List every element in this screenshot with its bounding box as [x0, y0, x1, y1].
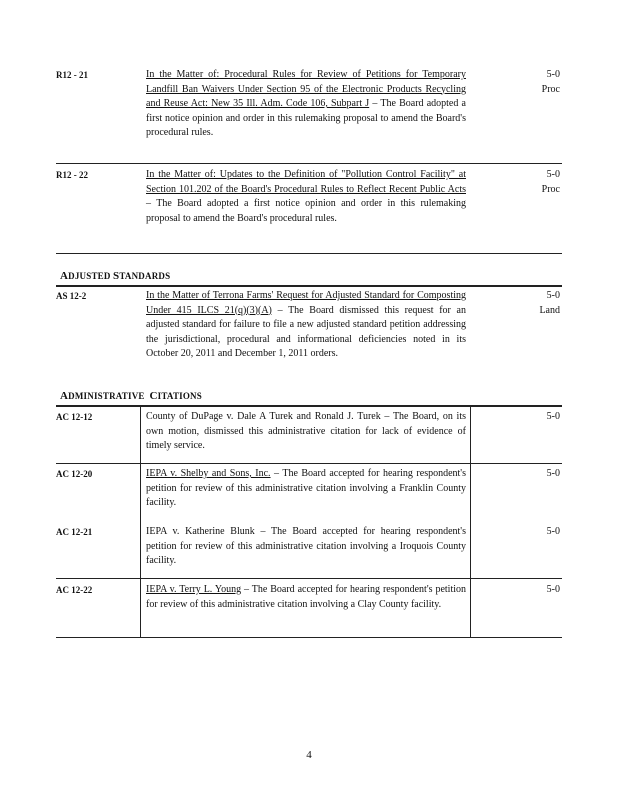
- vote-count: 5-0: [546, 411, 560, 422]
- docket-entry-ac-12-20: [56, 467, 560, 515]
- vote-cell: [512, 68, 560, 97]
- case-number: R12 - 22: [56, 170, 88, 180]
- section-divider: [56, 253, 562, 254]
- vote-cell: [512, 583, 560, 598]
- docket-entry-r12-21: [56, 68, 560, 156]
- case-title-link[interactable]: IEPA v. Terry L. Young: [146, 584, 242, 595]
- case-description: [146, 583, 466, 612]
- case-number: AS 12-2: [56, 291, 87, 301]
- case-description: [146, 525, 466, 569]
- case-summary: – The Board dismissed this request for an adjusted standard for failure to file a new adjusted standard petition addressing the jurisdictional, procedural and informational deficiencies noted in its October 20, 2011 and December 1, 2011 orders.: [146, 304, 466, 359]
- docket-entry-ac-12-22: [56, 583, 560, 633]
- section-heading-administrative-citations: ADMINISTRATIVE CITATIONS: [60, 390, 202, 402]
- section-heading-rule: [56, 405, 562, 407]
- case-summary: – The Board adopted a first notice opinion and order in this rulemaking proposal to amend the Board's procedural rules.: [146, 198, 466, 224]
- case-summary: – The Board accepted for hearing respondent's petition for review of this administrative citation involving a Franklin County facility.: [146, 468, 466, 508]
- case-description: [146, 168, 466, 226]
- vote-cell: [512, 168, 560, 197]
- case-summary: County of DuPage v. Dale A Turek and Ronald J. Turek – The Board, on its own motion, dismissed this administrative citation for lack of evidence of timely service.: [146, 411, 466, 451]
- case-description: [146, 467, 466, 511]
- vote-cell: [512, 467, 560, 482]
- docket-entry-r12-22: [56, 168, 560, 244]
- case-type: Proc: [541, 83, 560, 95]
- case-number: AC 12-20: [56, 469, 93, 479]
- case-description: [146, 68, 466, 141]
- vote-cell: [512, 410, 560, 425]
- docket-entry-as-12-2: [56, 289, 560, 379]
- case-type: Proc: [541, 183, 560, 195]
- case-number: AC 12-21: [56, 527, 93, 537]
- section-heading-adjusted-standards: ADJUSTED STANDARDS: [60, 270, 171, 282]
- case-title-link[interactable]: In the Matter of Terrona Farms' Request for Adjusted Standard for Composting Under 415 ILCS 21(q)(3)(A): [146, 290, 466, 316]
- page-number: 4: [306, 749, 312, 761]
- case-description: [146, 289, 466, 362]
- table-bottom-rule: [56, 637, 562, 638]
- case-number: AC 12-12: [56, 412, 93, 422]
- case-number: AC 12-22: [56, 585, 93, 595]
- docket-entry-ac-12-12: [56, 410, 560, 460]
- vote-count: 5-0: [546, 290, 560, 301]
- case-summary: – The Board adopted a first notice opinion and order in this rulemaking proposal to amend the Board's procedural rules.: [146, 98, 466, 138]
- case-title-link[interactable]: In the Matter of: Procedural Rules for Review of Petitions for Temporary Landfill Ban Waivers Under Section 95 of the Electronic Products Recycling and Reuse Act: New 35 Ill. Adm. Code 106, Subpart J: [146, 69, 466, 109]
- case-summary: IEPA v. Katherine Blunk – The Board accepted for hearing respondent's petition for review of this administrative citation involving a Iroquois County facility.: [146, 526, 466, 566]
- vote-count: 5-0: [546, 468, 560, 479]
- row-divider: [56, 578, 562, 579]
- row-divider: [56, 163, 562, 164]
- row-divider: [56, 463, 562, 464]
- vote-cell: [512, 289, 560, 318]
- case-description: [146, 410, 466, 454]
- case-type: Land: [539, 304, 560, 316]
- docket-entry-ac-12-21: [56, 525, 560, 573]
- case-title-link[interactable]: IEPA v. Shelby and Sons, Inc.: [146, 468, 271, 479]
- case-summary: – The Board accepted for hearing respondent's petition for review of this administrative citation involving a Clay County facility.: [146, 584, 466, 610]
- case-number: R12 - 21: [56, 70, 88, 80]
- vote-count: 5-0: [546, 69, 560, 80]
- vote-count: 5-0: [546, 169, 560, 180]
- case-title-link[interactable]: In the Matter of: Updates to the Definition of "Pollution Control Facility" at Section 101.202 of the Board's Procedural Rules to Reflect Recent Public Acts: [146, 169, 466, 195]
- section-heading-rule: [56, 285, 562, 287]
- vote-cell: [512, 525, 560, 540]
- vote-count: 5-0: [546, 526, 560, 537]
- vote-count: 5-0: [546, 584, 560, 595]
